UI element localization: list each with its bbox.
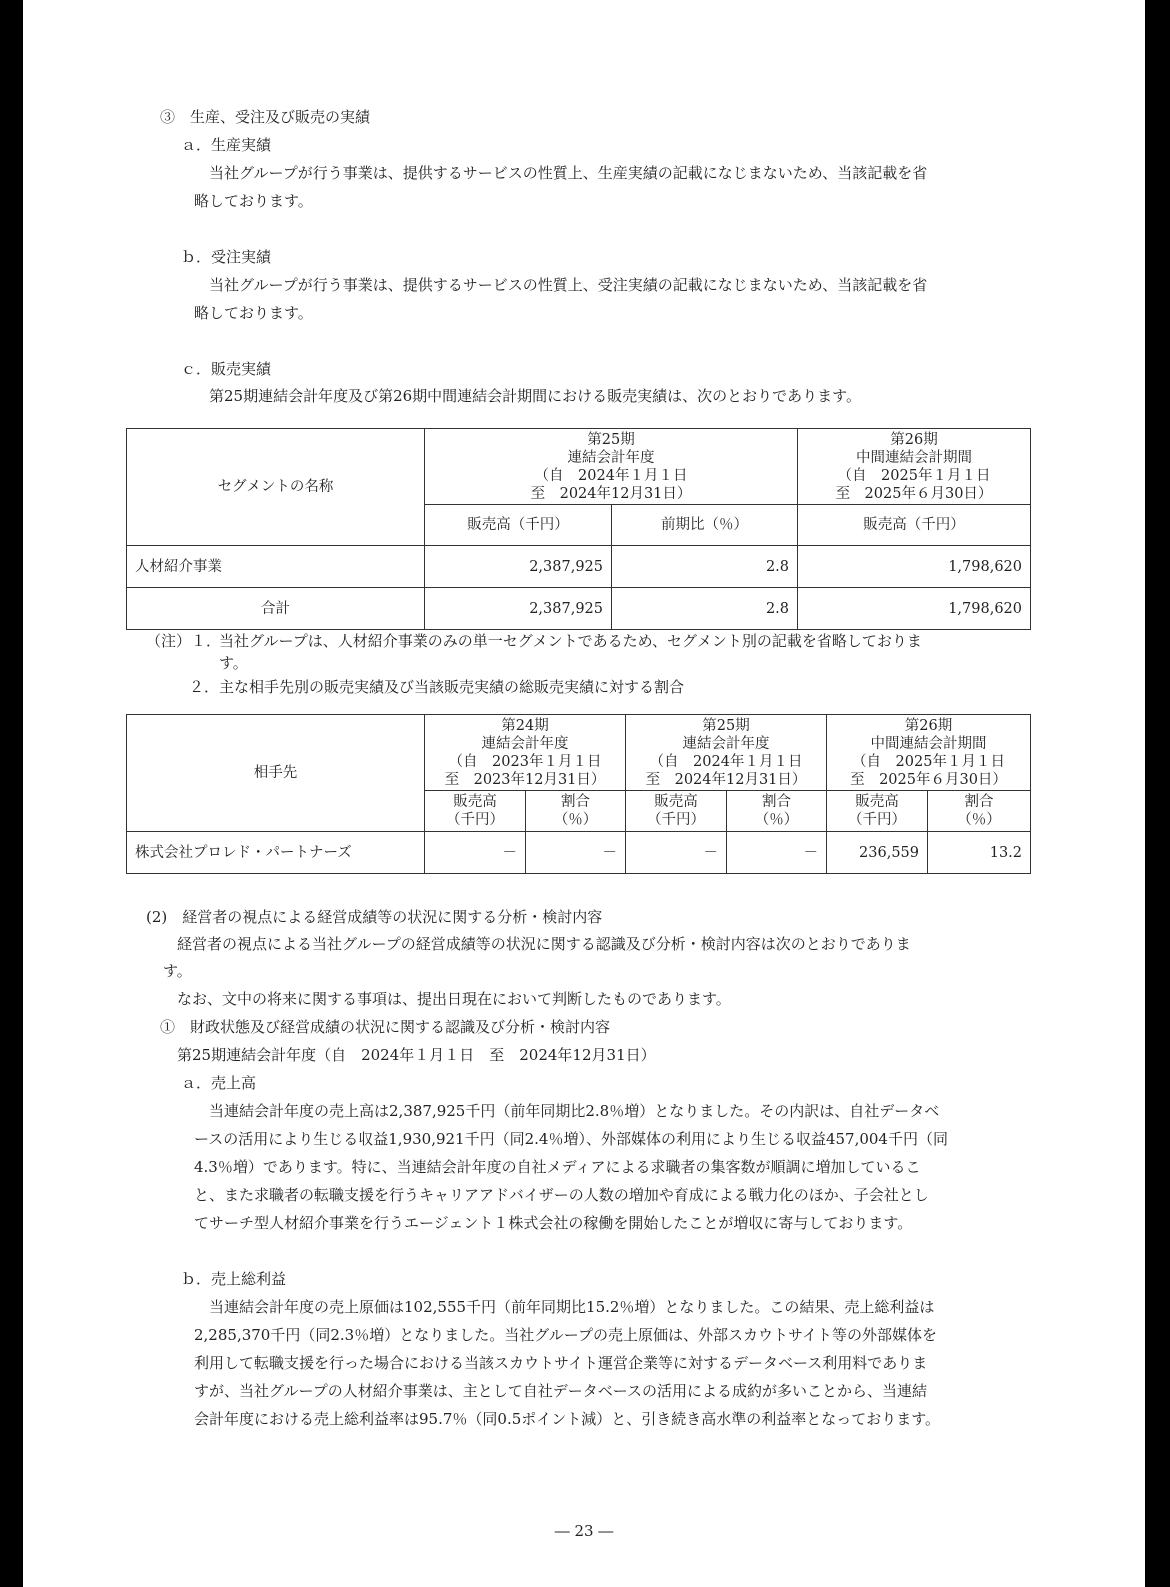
partner-header: 相手先: [127, 715, 425, 832]
partner-name: 株式会社プロレド・パートナーズ: [127, 832, 425, 874]
subsection-1-title: ① 財政状態及び経営成績の状況に関する認識及び分析・検討内容: [160, 1018, 611, 1036]
sales-subheader: 販売高 （千円）: [827, 791, 928, 832]
paragraph-line: 経営者の視点による当社グループの経営成績等の状況に関する認識及び分析・検討内容は次のとおりでありま: [177, 935, 911, 953]
paragraph-line: 当社グループが行う事業は、提供するサービスの性質上、受注実績の記載になじまないため、当該記載を省: [209, 276, 928, 294]
note-2: ２．主な相手先別の販売実績及び当該販売実績の総販売実績に対する割合: [189, 678, 685, 696]
cell-value: －: [425, 832, 526, 874]
paragraph-line: 会計年度における売上総利益率は95.7％（同0.5ポイント減）と、引き続き高水準の利益率となっております。: [194, 1410, 941, 1428]
customer-table: [126, 714, 1031, 874]
note-1-line: 当社グループは、人材紹介事業のみの単一セグメントであるため、セグメント別の記載を省略しておりま: [219, 632, 922, 650]
note-1-line: す。: [219, 654, 248, 672]
paragraph-line: ースの活用により生じる収益1,930,921千円（同2.4％増）、外部媒体の利用により生じる収益457,004千円（同: [194, 1130, 948, 1148]
paragraph-line: 略しております。: [194, 304, 313, 322]
ratio-subheader: 割合 （％）: [928, 791, 1031, 832]
sales-subheader: 販売高（千円）: [425, 505, 612, 546]
sales-subheader: 販売高（千円）: [798, 505, 1031, 546]
paragraph-line: 利用して転職支援を行った場合における当該スカウトサイト運営企業等に対するデータベース利用料でありま: [194, 1354, 928, 1372]
page-number: ― 23 ―: [554, 1522, 614, 1540]
cell-value: －: [727, 832, 827, 874]
paragraph-line: なお、文中の将来に関する事項は、提出日現在において判断したものであります。: [177, 990, 731, 1008]
ratio-value: 2.8: [612, 546, 798, 588]
document-page: [23, 0, 1145, 1587]
paragraph-line: す。: [163, 962, 192, 980]
note-1-label: （注）１．: [146, 632, 222, 650]
sales-value: 2,387,925: [425, 588, 612, 630]
paragraph-line: 当連結会計年度の売上高は2,387,925千円（前年同期比2.8％増）となりました。その内訳は、自社データベ: [209, 1102, 940, 1120]
paragraph-line: 略しております。: [194, 192, 313, 210]
subsection-b-title: ｂ．売上総利益: [181, 1270, 287, 1288]
table-row: [127, 588, 1031, 630]
period-26-header: 第26期 中間連結会計期間 （自 2025年１月１日 至 2025年６月30日）: [798, 429, 1031, 505]
paragraph-line: 当連結会計年度の売上原価は102,555千円（前年同期比15.2％増）となりました。この結果、売上総利益は: [209, 1298, 935, 1316]
period-24-header: 第24期 連結会計年度 （自 2023年１月１日 至 2023年12月31日）: [425, 715, 626, 791]
segment-header: セグメントの名称: [127, 429, 425, 546]
ratio-subheader: 割合 （％）: [526, 791, 626, 832]
ratio-subheader: 割合 （％）: [727, 791, 827, 832]
section-3-title: ③ 生産、受注及び販売の実績: [160, 108, 371, 126]
sales-value: 2,387,925: [425, 546, 612, 588]
paragraph-line: 2,285,370千円（同2.3％増）となりました。当社グループの売上原価は、外部スカウトサイト等の外部媒体を: [194, 1326, 937, 1344]
subsection-c-title: ｃ．販売実績: [181, 360, 272, 378]
paragraph-line: と、また求職者の転職支援を行うキャリアアドバイザーの人数の増加や育成による戦力化のほか、子会社とし: [194, 1186, 929, 1204]
sales-table: [126, 428, 1031, 630]
subsection-a-title: ａ．売上高: [181, 1074, 257, 1092]
cell-value: －: [626, 832, 727, 874]
subsection-a-title: ａ．生産実績: [181, 136, 272, 154]
cell-value: 13.2: [928, 832, 1031, 874]
cell-value: －: [526, 832, 626, 874]
ratio-subheader: 前期比（％）: [612, 505, 798, 546]
subsection-b-title: ｂ．受注実績: [181, 248, 272, 266]
period-line: 第25期連結会計年度（自 2024年１月１日 至 2024年12月31日）: [177, 1046, 656, 1064]
section-2-title: (2) 経営者の視点による経営成績等の状況に関する分析・検討内容: [146, 908, 603, 926]
sales-subheader: 販売高 （千円）: [425, 791, 526, 832]
sales-value: 1,798,620: [798, 546, 1031, 588]
segment-name: 人材紹介事業: [127, 546, 425, 588]
total-label: 合計: [127, 588, 425, 630]
table-row: [127, 832, 1031, 874]
sales-subheader: 販売高 （千円）: [626, 791, 727, 832]
period-26-header: 第26期 中間連結会計期間 （自 2025年１月１日 至 2025年６月30日）: [827, 715, 1031, 791]
table-row: [127, 546, 1031, 588]
ratio-value: 2.8: [612, 588, 798, 630]
paragraph-line: 当社グループが行う事業は、提供するサービスの性質上、生産実績の記載になじまないため、当該記載を省: [209, 164, 928, 182]
period-25-header: 第25期 連結会計年度 （自 2024年１月１日 至 2024年12月31日）: [425, 429, 798, 505]
paragraph-line: すが、当社グループの人材紹介事業は、主として自社データベースの活用による成約が多いことから、当連結: [194, 1382, 928, 1400]
paragraph-line: 4.3％増）であります。特に、当連結会計年度の自社メディアによる求職者の集客数が順調に増加しているこ: [194, 1158, 921, 1176]
period-25-header: 第25期 連結会計年度 （自 2024年１月１日 至 2024年12月31日）: [626, 715, 827, 791]
paragraph-line: てサーチ型人材紹介事業を行うエージェント１株式会社の稼働を開始したことが増収に寄与しております。: [194, 1214, 913, 1232]
paragraph-line: 第25期連結会計年度及び第26期中間連結会計期間における販売実績は、次のとおりであります。: [209, 387, 861, 405]
cell-value: 236,559: [827, 832, 928, 874]
sales-value: 1,798,620: [798, 588, 1031, 630]
